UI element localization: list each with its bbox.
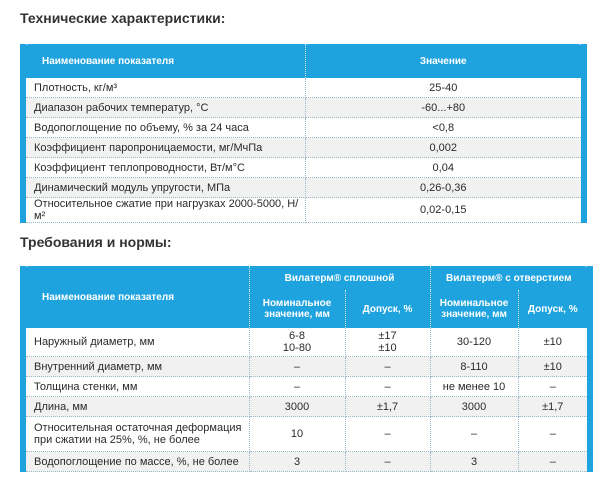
req-value-n2: 3000 <box>430 397 518 417</box>
col-header-name: Наименование показателя <box>23 44 305 78</box>
spec-name: Относительное сжатие при нагрузках 2000-5000, Н/м² <box>23 198 305 223</box>
req-value-t2: ±1,7 <box>518 397 590 417</box>
req-value-t2: – <box>518 377 590 397</box>
table-row <box>23 357 590 377</box>
col-header-value: Значение <box>305 44 584 78</box>
spec-name: Плотность, кг/м³ <box>23 78 305 98</box>
req-group-hollow: Вилатерм® с отверстием <box>430 266 590 290</box>
req-name: Относительная остаточная деформация при сжатии на 25%, %, не более <box>23 417 249 452</box>
req-value-t2: ±10 <box>518 328 590 357</box>
req-value-n2: – <box>430 417 518 452</box>
req-value-t1: – <box>345 357 430 377</box>
req-name: Наружный диаметр, мм <box>23 328 249 357</box>
req-sub-tolerance-1: Допуск, % <box>345 290 430 328</box>
table-row <box>23 78 584 98</box>
table-row <box>23 377 590 397</box>
table-row <box>23 417 590 452</box>
spec-value: 0,02-0,15 <box>305 198 584 223</box>
req-name: Длина, мм <box>23 397 249 417</box>
spec-value: 0,04 <box>305 158 584 178</box>
req-sub-nominal-2: Номинальное значение, мм <box>430 290 518 328</box>
req-sub-tolerance-2: Допуск, % <box>518 290 590 328</box>
req-group-solid: Вилатерм® сплошной <box>249 266 430 290</box>
spec-value: -60...+80 <box>305 98 584 118</box>
req-value-t1: – <box>345 452 430 472</box>
table-row <box>23 118 584 138</box>
table-row <box>23 452 590 472</box>
req-value-n2: 8-110 <box>430 357 518 377</box>
req-value-n1: 10 <box>249 417 345 452</box>
req-value-t2: – <box>518 452 590 472</box>
spec-value: 0,002 <box>305 138 584 158</box>
table-row <box>23 138 584 158</box>
req-value-n2: 30-120 <box>430 328 518 357</box>
spec-value: 0,26-0,36 <box>305 178 584 198</box>
req-value-n2: не менее 10 <box>430 377 518 397</box>
req-value-t1: – <box>345 377 430 397</box>
spec-value: <0,8 <box>305 118 584 138</box>
req-value-n1: 6-8 10-80 <box>249 328 345 357</box>
table-row <box>23 158 584 178</box>
table-row <box>23 328 590 357</box>
req-value-n1: 3 <box>249 452 345 472</box>
table-row <box>23 178 584 198</box>
spec-name: Динамический модуль упругости, МПа <box>23 178 305 198</box>
spec-name: Коэффициент теплопроводности, Вт/м°С <box>23 158 305 178</box>
requirements-table <box>20 266 593 472</box>
req-value-t2: ±10 <box>518 357 590 377</box>
req-header-name: Наименование показателя <box>23 266 249 328</box>
req-value-n1: – <box>249 377 345 397</box>
req-value-t2: – <box>518 417 590 452</box>
req-value-n1: – <box>249 357 345 377</box>
req-value-n1: 3000 <box>249 397 345 417</box>
spec-name: Диапазон рабочих температур, °С <box>23 98 305 118</box>
heading-requirements: Требования и нормы: <box>20 234 172 250</box>
req-name: Внутренний диаметр, мм <box>23 357 249 377</box>
table-row <box>23 198 584 223</box>
req-sub-nominal-1: Номинальное значение, мм <box>249 290 345 328</box>
heading-tech-specs: Технические характеристики: <box>20 10 226 26</box>
req-name: Водопоглощение по массе, %, не более <box>23 452 249 472</box>
req-value-t1: ±17 ±10 <box>345 328 430 357</box>
req-value-n2: 3 <box>430 452 518 472</box>
spec-name: Водопоглощение по объему, % за 24 часа <box>23 118 305 138</box>
req-value-t1: – <box>345 417 430 452</box>
spec-name: Коэффициент паропроницаемости, мг/МчПа <box>23 138 305 158</box>
table-row <box>23 397 590 417</box>
tech-specs-table <box>20 44 587 223</box>
spec-value: 25-40 <box>305 78 584 98</box>
table-row <box>23 98 584 118</box>
req-name: Толщина стенки, мм <box>23 377 249 397</box>
req-value-t1: ±1,7 <box>345 397 430 417</box>
